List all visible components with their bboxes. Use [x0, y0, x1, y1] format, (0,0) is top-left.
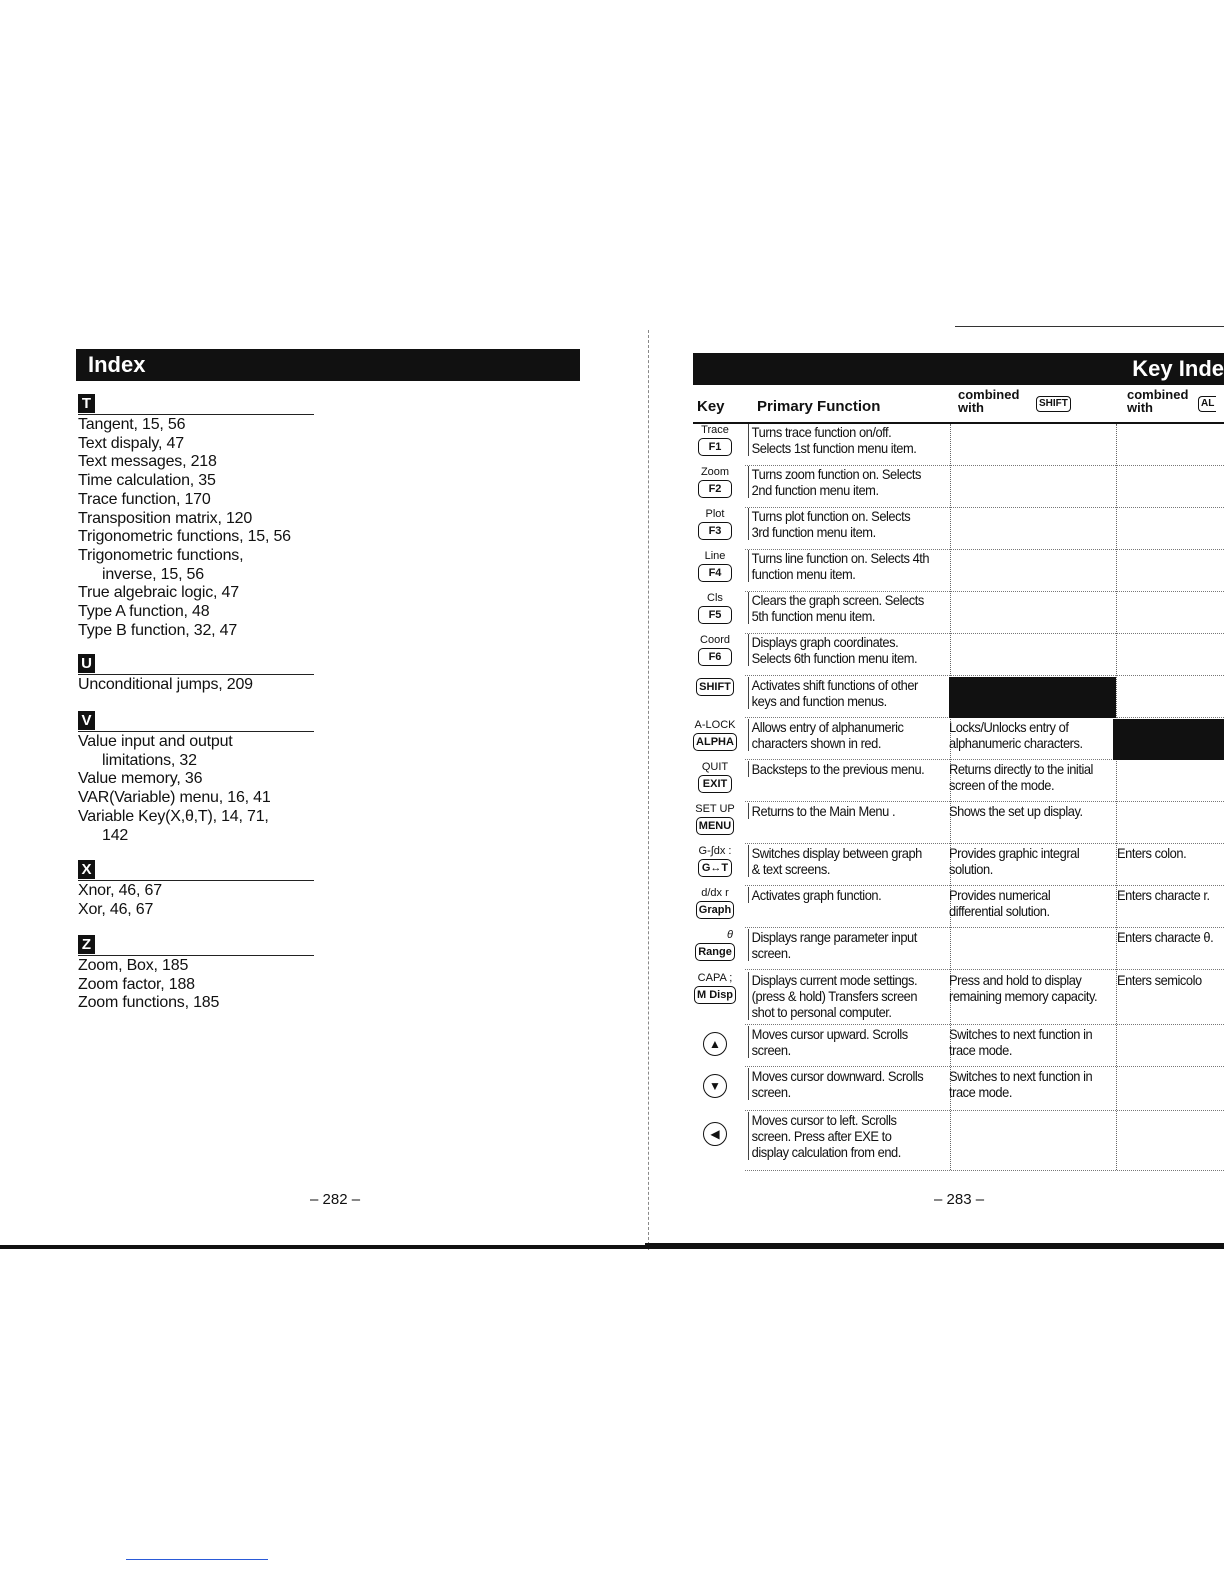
index-entry: Xnor, 46, 67	[78, 882, 162, 899]
page-number-left: – 282 –	[310, 1191, 361, 1208]
index-entry: Xor, 46, 67	[78, 900, 154, 918]
f5-key-icon: F5	[698, 606, 732, 624]
primary-function-text: Switches display between graph & text screens.	[748, 845, 930, 877]
alpha-key-icon: ALPHA	[693, 733, 737, 751]
primary-function-text: Turns zoom function on. Selects 2nd function menu item.	[748, 466, 930, 498]
key-shift-label: CAPA ;	[697, 972, 733, 984]
index-entry: Trace function, 170	[78, 490, 211, 508]
index-header: Index	[76, 349, 580, 381]
row-divider	[745, 843, 1224, 844]
key-shift-label: Coord	[700, 634, 730, 646]
primary-function-text: Displays range parameter input screen.	[748, 929, 930, 961]
shift-function-text: Shows the set up display.	[949, 803, 1083, 819]
menu-key-icon: MENU	[696, 817, 734, 835]
f6-key-icon: F6	[698, 648, 732, 666]
row-divider	[745, 969, 1224, 970]
index-entry: inverse, 15, 56	[102, 565, 204, 583]
key-shift-label: Zoom	[700, 466, 730, 478]
mdisp-key-icon: M Disp	[694, 986, 736, 1004]
shift-function-text: Provides graphic integral solution.	[949, 845, 1080, 877]
index-entry: Unconditional jumps, 209	[78, 676, 253, 693]
alpha-function-text: Enters characte r.	[1117, 887, 1210, 903]
shift-function-text: Locks/Unlocks entry of alphanumeric characters.	[949, 719, 1083, 751]
index-section-u	[78, 654, 314, 695]
index-entry: Transposition matrix, 120	[78, 509, 253, 527]
section-letter: Z	[78, 935, 95, 954]
index-entry: Zoom, Box, 185	[78, 957, 189, 974]
primary-function-text: Turns line function on. Selects 4th function menu item.	[748, 550, 930, 582]
index-section-x	[78, 860, 314, 919]
index-section-z	[78, 935, 314, 1013]
index-entry-list	[78, 416, 314, 640]
key-shift-label: d/dx r	[701, 887, 729, 899]
primary-function-text: Returns to the Main Menu .	[748, 803, 930, 819]
primary-function-text: Displays graph coordinates. Selects 6th function menu item.	[748, 634, 930, 666]
primary-function-text: Displays current mode settings. (press & hold) Transfers screen shot to personal computer.	[748, 972, 930, 1020]
alpha-function-text: Enters characte θ.	[1117, 929, 1214, 945]
cursor-down-key-icon: ▼	[703, 1074, 727, 1098]
row-divider	[745, 675, 1224, 676]
range-key-icon: Range	[695, 943, 735, 961]
row-divider	[745, 801, 1224, 802]
index-entry: 142	[102, 826, 129, 844]
index-section-t	[78, 394, 314, 640]
primary-function-text: Moves cursor upward. Scrolls screen.	[748, 1026, 930, 1058]
shift-key-icon: SHIFT	[1036, 396, 1071, 412]
index-entry: Type A function, 48	[78, 603, 210, 621]
section-letter: V	[78, 711, 95, 730]
row-divider	[745, 885, 1224, 886]
key-index-header: Key Inde	[693, 353, 1224, 385]
page-bottom-edge	[645, 1243, 1224, 1246]
key-shift-label: A-LOCK	[694, 719, 736, 731]
index-section-v	[78, 711, 314, 845]
primary-function-text: Activates shift functions of other keys and function menus.	[748, 677, 930, 709]
index-entry: Variable Key(X,θ,T), 14, 71,	[78, 807, 269, 825]
index-entry: Trigonometric functions,	[78, 546, 244, 564]
key-shift-label: QUIT	[701, 761, 729, 773]
shift-function-text: Returns directly to the initial screen of the mode.	[949, 761, 1093, 793]
alpha-function-text: Enters colon.	[1117, 845, 1187, 861]
primary-function-text: Turns plot function on. Selects 3rd function menu item.	[748, 508, 930, 540]
f1-key-icon: F1	[698, 438, 732, 456]
key-shift-label: Trace	[701, 424, 729, 436]
key-shift-label: Line	[704, 550, 726, 562]
key-shift-label: SET UP	[695, 803, 735, 815]
cursor-up-key-icon: ▲	[703, 1032, 727, 1056]
section-letter: T	[78, 394, 95, 413]
row-divider	[745, 1066, 1224, 1067]
index-entry: Value memory, 36	[78, 770, 203, 788]
index-entry: Zoom factor, 188	[78, 975, 195, 993]
primary-function-text: Clears the graph screen. Selects 5th function menu item.	[748, 592, 930, 624]
index-entry: True algebraic logic, 47	[78, 584, 239, 602]
index-entry: Value input and output	[78, 733, 233, 750]
index-entry: Text messages, 218	[78, 453, 217, 471]
column-header-alpha-combined: combined	[1127, 387, 1189, 402]
column-divider	[1116, 424, 1117, 1170]
primary-function-text: Turns trace function on/off. Selects 1st function menu item.	[748, 424, 930, 456]
shift-key-icon: SHIFT	[696, 678, 734, 696]
column-header-shift	[958, 388, 1019, 414]
index-entry-list	[78, 733, 314, 845]
f3-key-icon: F3	[698, 522, 732, 540]
row-divider	[745, 927, 1224, 928]
primary-function-text: Backsteps to the previous menu.	[748, 761, 930, 777]
key-shift-label: Plot	[705, 508, 725, 520]
column-divider	[950, 424, 951, 1170]
key-shift-label: G-∫dx :	[698, 845, 732, 857]
column-header-shift-with: with	[958, 400, 984, 415]
index-entry: Trigonometric functions, 15, 56	[78, 528, 291, 546]
graph-key-icon: Graph	[696, 901, 734, 919]
primary-function-text: Moves cursor downward. Scrolls screen.	[748, 1068, 930, 1100]
f4-key-icon: F4	[698, 564, 732, 582]
column-header-key: Key	[697, 398, 725, 415]
section-letter: X	[78, 860, 95, 879]
row-divider	[745, 1024, 1224, 1025]
shift-function-text: Switches to next function in trace mode.	[949, 1068, 1093, 1100]
graph-text-toggle-key-icon: G↔T	[698, 859, 732, 877]
column-header-alpha	[1127, 388, 1188, 414]
column-header-alpha-with: with	[1127, 400, 1153, 415]
f2-key-icon: F2	[698, 480, 732, 498]
row-divider	[745, 1170, 1224, 1171]
index-entry: limitations, 32	[102, 751, 197, 769]
shift-function-text: Provides numerical differential solution.	[949, 887, 1051, 919]
index-entry: Text dispaly, 47	[78, 434, 184, 452]
key-shift-label: θ	[727, 929, 733, 941]
alpha-key-icon: AL	[1198, 396, 1216, 412]
shaded-cell	[1113, 719, 1224, 760]
shaded-cell	[949, 677, 1116, 718]
column-header-shift-combined: combined	[958, 387, 1020, 402]
top-rule	[955, 326, 1224, 327]
index-entry: Type B function, 32, 47	[78, 621, 238, 639]
primary-function-text: Allows entry of alphanumeric characters shown in red.	[748, 719, 930, 751]
shift-function-text: Press and hold to display remaining memory capacity.	[949, 972, 1098, 1004]
primary-function-text: Moves cursor to left. Scrolls screen. Press after EXE to display calculation from end.	[748, 1112, 930, 1160]
index-entry-list	[78, 957, 314, 1013]
index-entry: VAR(Variable) menu, 16, 41	[78, 789, 271, 807]
index-entry: Zoom functions, 185	[78, 994, 220, 1012]
cursor-left-key-icon: ◀	[703, 1122, 727, 1146]
key-shift-label: Cls	[707, 592, 723, 604]
index-entry-list	[78, 882, 314, 919]
exit-key-icon: EXIT	[698, 775, 732, 793]
section-letter: U	[78, 654, 95, 673]
index-entry: Tangent, 15, 56	[78, 416, 186, 433]
index-entry: Time calculation, 35	[78, 472, 216, 490]
row-divider	[745, 1110, 1224, 1111]
column-header-primary: Primary Function	[757, 398, 881, 415]
page-number-right: – 283 –	[934, 1191, 985, 1208]
primary-function-text: Activates graph function.	[748, 887, 930, 903]
scan-artifact-line	[126, 1559, 268, 1560]
index-entry-list	[78, 676, 314, 695]
shift-function-text: Switches to next function in trace mode.	[949, 1026, 1093, 1058]
alpha-function-text: Enters semicolo	[1117, 972, 1202, 988]
page-binding	[648, 330, 649, 1250]
